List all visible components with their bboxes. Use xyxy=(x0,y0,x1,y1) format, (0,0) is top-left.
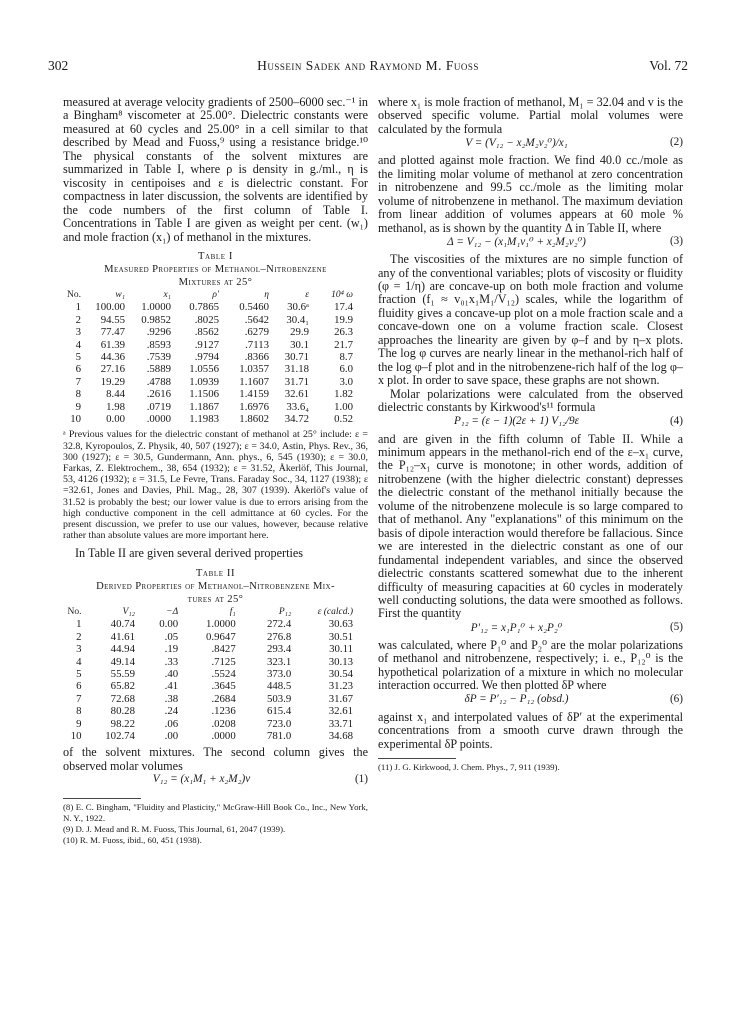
table-cell: 9 xyxy=(76,717,82,730)
table-cell: 1.0357 xyxy=(239,363,269,376)
table-cell: 61.39 xyxy=(100,338,125,351)
table-cell: .00 xyxy=(164,730,179,742)
equation-number: (1) xyxy=(354,773,368,786)
table-cell: 0.00 xyxy=(106,413,125,426)
table-cell: 6 xyxy=(75,363,81,376)
table-cell: 615.4 xyxy=(266,705,292,718)
equation-number: (3) xyxy=(669,235,683,248)
footnote-rule xyxy=(378,758,456,759)
table-2-title: Derived Properties of Methanol–Nitrobenzene Mix- xyxy=(96,580,335,592)
table-cell: 40.74 xyxy=(110,618,135,631)
table-cell: 1.1983 xyxy=(189,413,219,426)
table-row xyxy=(63,656,353,668)
footnote-11: (11) J. G. Kirkwood, J. Chem. Phys., 7, 911 (1939). xyxy=(378,762,560,773)
equation-number: (4) xyxy=(669,414,683,427)
table-row xyxy=(63,618,353,630)
page-number: 302 xyxy=(48,58,69,73)
table-cell: 80.28 xyxy=(110,705,135,718)
column-header: No. xyxy=(67,606,82,617)
table-row xyxy=(63,631,353,643)
table-cell: 4 xyxy=(75,338,81,351)
table-cell: 1.0000 xyxy=(141,301,171,314)
table-cell: 8.44 xyxy=(106,388,125,401)
table-cell: 1.1867 xyxy=(189,400,219,413)
table-row xyxy=(63,693,353,705)
paragraph: and plotted against mole fraction. We find 40.0 cc./mole as the limiting molar volume of methanol at zero concentration in nitrobenzene and 99.5 cc./mole as the limiting molar volume of nitrobenzene in methanol. The maximum deviation from linear addition of volumes appears at 60 mole % methanol, as is shown by the quantity Δ in Table II, where xyxy=(378,153,683,235)
table-cell: .41 xyxy=(164,680,179,693)
table-cell: .7125 xyxy=(211,655,236,668)
column-header: ε (calcd.) xyxy=(317,606,353,617)
table-row xyxy=(63,326,353,338)
table-cell: 503.9 xyxy=(266,692,292,705)
table-cell: 1.98 xyxy=(106,400,125,413)
table-cell: 8.7 xyxy=(339,351,353,364)
table-cell: 34.68 xyxy=(328,730,353,742)
table-cell: 30.71 xyxy=(284,351,309,364)
table-cell: .2684 xyxy=(211,692,236,705)
table-header-row xyxy=(63,289,353,301)
table-cell: 5 xyxy=(76,667,82,680)
table-cell: 33.71 xyxy=(328,717,353,730)
equation-4 xyxy=(378,415,683,433)
table-row xyxy=(63,376,353,388)
table-cell: .7539 xyxy=(146,351,171,364)
equation-2 xyxy=(378,136,683,154)
column-header: f₁ xyxy=(229,606,236,617)
table-cell: 7 xyxy=(76,692,82,705)
equation-1 xyxy=(63,773,368,791)
table-cell: 2 xyxy=(75,313,81,326)
table-cell: 30.4₁ xyxy=(286,313,309,326)
table-header-row xyxy=(63,606,353,618)
column-header: ε xyxy=(305,289,309,300)
table-cell: .2616 xyxy=(146,388,171,401)
table-cell: 293.4 xyxy=(266,643,292,656)
table-cell: 72.68 xyxy=(110,692,135,705)
column-header: P₁₂ xyxy=(278,606,292,617)
table-cell: 44.36 xyxy=(100,351,125,364)
table-cell: 98.22 xyxy=(110,717,135,730)
table-row xyxy=(63,363,353,375)
table-cell: 323.1 xyxy=(266,655,292,668)
table-cell: 1 xyxy=(76,618,82,631)
table-cell: 9 xyxy=(75,400,81,413)
paragraph: of the solvent mixtures. The second column gives the observed molar volumes xyxy=(63,745,368,773)
header-title: Hussein Sadek and Raymond M. Fuoss xyxy=(257,58,479,73)
running-header xyxy=(48,58,688,76)
column-header: x₁ xyxy=(163,289,171,300)
paragraph: against x₁ and interpolated values of δP′ at the experimental concentrations from a smooth curve drawn through the experimental δP points. xyxy=(378,709,683,751)
column-header: No. xyxy=(67,289,81,300)
table-cell: 448.5 xyxy=(266,680,292,693)
table-cell: 4 xyxy=(76,655,82,668)
table-cell: 32.61 xyxy=(284,388,309,401)
table-cell: .9296 xyxy=(146,326,171,339)
table-cell: 30.1 xyxy=(290,338,309,351)
footnote-10: (10) R. M. Fuoss, ibid., 60, 451 (1938). xyxy=(63,835,202,846)
table-cell: 30.63 xyxy=(328,618,353,631)
table-cell: .0208 xyxy=(211,717,236,730)
table-cell: 94.55 xyxy=(100,313,125,326)
table-cell: 2 xyxy=(76,630,82,643)
table-cell: .1236 xyxy=(211,705,236,718)
table-cell: 31.71 xyxy=(284,375,309,388)
column-header: V₁₂ xyxy=(122,606,135,617)
table-cell: 102.74 xyxy=(105,730,135,742)
equation-body: Δ = V₁₂ − (x₁M₁v₁⁰ + x₂M₂v₂⁰) xyxy=(447,236,586,249)
table-cell: 10 xyxy=(70,413,81,426)
table-cell: 6 xyxy=(76,680,82,693)
table-cell: 30.13 xyxy=(328,655,353,668)
table-cell: 723.0 xyxy=(266,717,292,730)
table-cell: 49.14 xyxy=(110,655,135,668)
table-cell: 1.82 xyxy=(334,388,353,401)
table-cell: .5642 xyxy=(244,313,269,326)
equation-body: V₁₂ = (x₁M₁ + x₂M₂)v xyxy=(152,773,251,786)
paragraph: The viscosities of the mixtures are no simple function of any of the conventional variables; plots of viscosity or fluidity (φ = 1/η) are concave-up on both mole fraction and volume fraction (f₁ ≈ v₀₁x₁M₁/V₁₂) scales, while the logarithm of fluidity gives a concave-up plot on a mole fraction scale and a concave-down one on a volume fraction scale. Closest approaches the linearity are given by φ–f and by η–x plots. The log φ curves are nearly linear in the methanol-rich half of the log φ–f plot and in the nitrobenzene-rich half of the log φ–x plot. In order to save space, these graphs are not shown. xyxy=(378,252,683,388)
footnote-rule xyxy=(63,798,141,799)
table-1-title: Measured Properties of Methanol–Nitrobenzene xyxy=(104,263,327,275)
right-column xyxy=(378,96,683,773)
table-cell: 33.6₄ xyxy=(286,400,309,413)
table-row xyxy=(63,388,353,400)
table-cell: 19.9 xyxy=(334,313,353,326)
table-cell: 65.82 xyxy=(110,680,135,693)
table-cell: .8427 xyxy=(211,643,236,656)
column-header: −Δ xyxy=(166,606,179,617)
table-cell: 32.61 xyxy=(328,705,353,718)
table-cell: 373.0 xyxy=(266,667,292,680)
table-cell: .40 xyxy=(164,667,179,680)
table-cell: 1.0556 xyxy=(189,363,219,376)
table-cell: 3 xyxy=(76,643,82,656)
table-cell: 8 xyxy=(76,705,82,718)
table-row xyxy=(63,718,353,730)
table-cell: .24 xyxy=(164,705,179,718)
table-cell: 3.0 xyxy=(339,375,353,388)
table-cell: 77.47 xyxy=(100,326,125,339)
equation-number: (2) xyxy=(669,136,683,149)
column-header: η xyxy=(264,289,269,300)
table-cell: 31.67 xyxy=(328,692,353,705)
table-cell: 30.51 xyxy=(328,630,353,643)
paragraph: Molar polarizations were calculated from the observed dielectric constants by Kirkwood's¹¹ formula xyxy=(378,386,683,415)
equation-number: (5) xyxy=(669,620,683,633)
table-cell: .33 xyxy=(164,655,179,668)
table-1-label: Table I xyxy=(197,250,234,262)
table-cell: .4788 xyxy=(146,375,171,388)
equation-6 xyxy=(378,693,683,711)
table-row xyxy=(63,730,353,742)
table-cell: 31.23 xyxy=(328,680,353,693)
paragraph: was calculated, where P₁⁰ and P₂⁰ are the molar polarizations of methanol and nitrobenzene, respectively; i. e., P₁₂⁰ is the hypothetical polarization of a mixture in which no molecular interaction occurred. We then plotted δP where xyxy=(378,637,683,693)
table-cell: 1.0000 xyxy=(206,618,236,631)
footnote-9: (9) D. J. Mead and R. M. Fuoss, This Journal, 61, 2047 (1939). xyxy=(63,824,286,835)
equation-body: P₁₂ = (ε − 1)(2ε + 1) V₁₂/9ε xyxy=(453,414,580,427)
paragraph: where x₁ is mole fraction of methanol, M₁ = 32.04 and v is the observed specific volume. Partial molal volumes were calculated by the formula xyxy=(378,95,683,136)
equation-3 xyxy=(378,235,683,253)
volume-label: Vol. 72 xyxy=(649,58,688,73)
table-cell: 44.94 xyxy=(110,643,135,656)
table-cell: 29.9 xyxy=(290,326,309,339)
table-cell: 0.9647 xyxy=(206,630,236,643)
table-cell: 30.6ᵃ xyxy=(287,301,309,314)
table-cell: 41.61 xyxy=(110,630,135,643)
table-cell: .5524 xyxy=(211,667,236,680)
table-cell: 1.1506 xyxy=(189,388,219,401)
table-cell: .0000 xyxy=(211,730,236,742)
table-cell: 5 xyxy=(75,351,81,364)
table-cell: 30.54 xyxy=(328,667,353,680)
table-cell: 31.18 xyxy=(284,363,309,376)
table-cell: .7113 xyxy=(245,338,269,351)
equation-5 xyxy=(378,621,683,639)
table-cell: 55.59 xyxy=(110,667,135,680)
table-row xyxy=(63,401,353,413)
table-cell: 0.5460 xyxy=(239,301,269,314)
table-cell: 17.4 xyxy=(334,301,353,314)
table-row xyxy=(63,351,353,363)
table-cell: 1.00 xyxy=(334,400,353,413)
table-row xyxy=(63,314,353,326)
table-cell: .19 xyxy=(164,643,179,656)
table-cell: 6.0 xyxy=(339,363,353,376)
paragraph: measured at average velocity gradients of 2500–6000 sec.⁻¹ in a Bingham⁸ viscometer at 25.00°. Dielectric constants were measured at 60 cycles and 25.00° in a cell similar to that described by Mead and Fuoss,⁹ using a resistance bridge.¹⁰ The physical constants of the solvent mixtures are summarized in Table I, where ρ is density in g./ml., η is viscosity in centipoises and ε is dielectric constant. For compactness in later discussion, the solvents are identified by the code numbers of the first column of Table I. Concentrations in Table I are given as weight per cent. (w₁) and mole fraction (x₁) of methanol in the mixtures. xyxy=(63,95,368,244)
column-header: w₁ xyxy=(115,289,125,300)
equation-body: V = (V₁₂ − x₂M₂v₂⁰)/x₁ xyxy=(465,137,568,150)
table-cell: .0000 xyxy=(146,413,171,426)
table-row xyxy=(63,413,353,425)
table-cell: .3645 xyxy=(211,680,236,693)
table-2-title-cont: tures at 25° xyxy=(187,593,244,605)
table-cell: .38 xyxy=(164,692,179,705)
table-cell: 0.7865 xyxy=(189,301,219,314)
table-2 xyxy=(63,606,353,742)
table-cell: 1.8602 xyxy=(239,413,269,426)
column-header: 10⁴ ω xyxy=(331,289,353,300)
table-cell: 0.00 xyxy=(159,618,179,631)
table-cell: 0.9852 xyxy=(141,313,171,326)
table-cell: .9794 xyxy=(194,351,219,364)
paragraph: In Table II are given several derived properties xyxy=(75,546,304,561)
table-cell: 100.00 xyxy=(95,301,125,314)
table-1-footnote: ᵃ Previous values for the dielectric constant of methanol at 25° include: ε = 32.8, Kyropoulos, Z. Physik, 40, 507 (1927); ε = 34.0, Astin, Phys. Rev., 36, 300 (1927); ε = 30.5, Gundermann, Ann. phys., 6, 545 (1930); ε = 30.0, Farkas, Z. Elektrochem., 38, 654 (1932); ε = 31.52, Åkerlöf, This Journal, 53, 4126 (1932); ε = 31.5, Le Fevre, Trans. Faraday Soc., 34, 1127 (1938); ε =32.61, Jones and Davies, Phil. Mag., 28, 307 (1939). Åkerlöf's value of 31.52 is probably the best; our lower value is due to errors arising from the high conductive component in the cell admittance at 60 cycles. For the present discussion, we prefer to use our values, however, because relative rather than absolute values are more important here. xyxy=(63,429,368,542)
table-cell: 1.1607 xyxy=(239,375,269,388)
table-cell: 781.0 xyxy=(266,730,292,742)
table-cell: 1.6976 xyxy=(239,400,269,413)
table-1-title-cont: Mixtures at 25° xyxy=(178,276,253,288)
table-cell: .8366 xyxy=(244,351,269,364)
table-cell: .8593 xyxy=(146,338,171,351)
table-row xyxy=(63,301,353,313)
paragraph: and are given in the fifth column of Table II. While a minimum appears in the methanol-rich end of the ε–x₁ curve, the P₁₂–x₁ curve is monotone; in other words, addition of nitrobenzene (with the higher dielectric constant) depresses the dielectric constant of the methanol initially because the volume of the nitrobenzene molecule is so large compared to that of methanol. Any "explanations" of this minimum on the basis of dipole interaction would therefore be fallacious. Since we are interested in the dielectric constant as one of our fundamental independent variables, and since the observed dielectric constants scattered somewhat due to the inherent difficulty of measuring capacities at 60 cycles in moderately well conducting solutions, the data were smoothed as follows. First the quantity xyxy=(378,431,683,621)
table-cell: .8562 xyxy=(194,326,219,339)
table-cell: 19.29 xyxy=(100,375,125,388)
table-cell: 27.16 xyxy=(100,363,125,376)
table-row xyxy=(63,643,353,655)
table-cell: .6279 xyxy=(244,326,269,339)
table-cell: .05 xyxy=(164,630,179,643)
table-2-label: Table II xyxy=(195,567,236,579)
column-header: ρ' xyxy=(212,289,219,300)
table-cell: 21.7 xyxy=(334,338,353,351)
table-cell: .0719 xyxy=(146,400,171,413)
equation-number: (6) xyxy=(669,692,683,705)
table-cell: .9127 xyxy=(194,338,219,351)
table-cell: 1.4159 xyxy=(239,388,269,401)
table-cell: 1.0939 xyxy=(189,375,219,388)
table-cell: 272.4 xyxy=(266,618,292,631)
table-cell: 10 xyxy=(70,730,82,742)
table-cell: 8 xyxy=(75,388,81,401)
table-cell: 0.52 xyxy=(334,413,353,426)
table-cell: 3 xyxy=(75,326,81,339)
table-cell: .8025 xyxy=(194,313,219,326)
table-cell: 34.72 xyxy=(284,413,309,426)
table-row xyxy=(63,339,353,351)
table-cell: 276.8 xyxy=(266,630,292,643)
table-row xyxy=(63,680,353,692)
equation-body: P′₁₂ = x₁P₁⁰ + x₂P₂⁰ xyxy=(470,621,563,634)
table-cell: 30.11 xyxy=(329,643,353,656)
table-row xyxy=(63,705,353,717)
table-cell: .5889 xyxy=(146,363,171,376)
table-cell: 26.3 xyxy=(334,326,353,339)
left-column xyxy=(63,96,368,846)
table-cell: .06 xyxy=(164,717,179,730)
table-cell: 1 xyxy=(75,301,81,314)
equation-body: δP = P′₁₂ − P₁₂ (obsd.) xyxy=(464,692,569,705)
table-row xyxy=(63,668,353,680)
table-cell: 7 xyxy=(75,375,81,388)
table-1 xyxy=(63,289,353,425)
footnote-8: (8) E. C. Bingham, "Fluidity and Plasticity," McGraw-Hill Book Co., Inc., New York, N. Y., 1922. xyxy=(63,802,368,824)
